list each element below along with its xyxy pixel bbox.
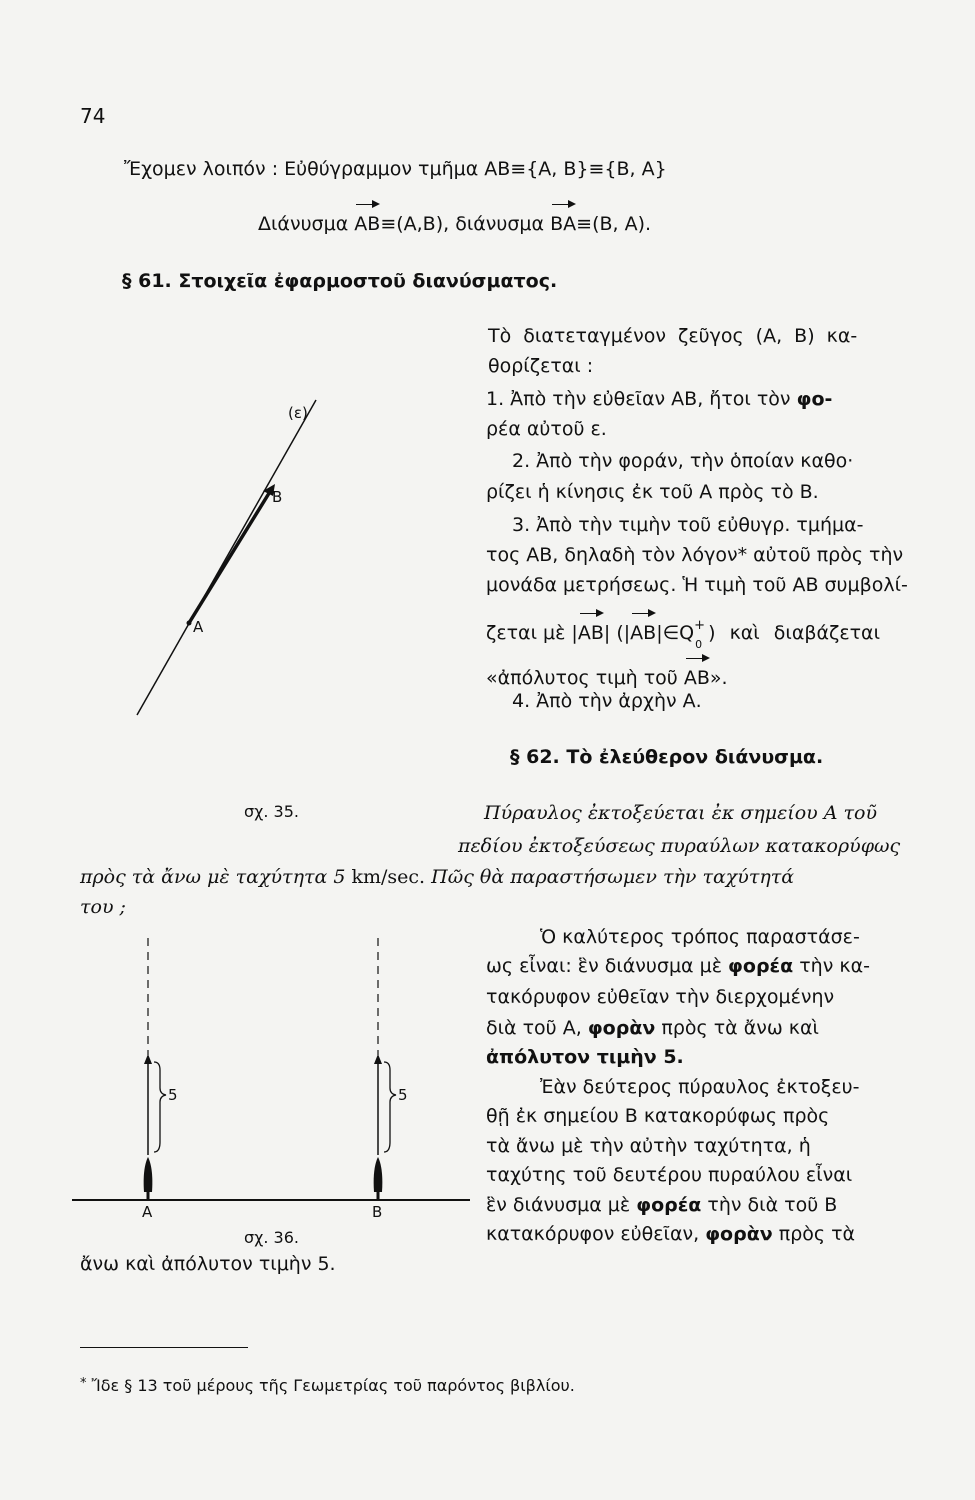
intro-line-2-b: ≡(Α,Β), διάνυσμα [380, 213, 545, 235]
s62-p2-line-5-tail: τὴν διὰ τοῦ Β [707, 1194, 838, 1216]
vector-a-arrowhead [144, 1054, 152, 1064]
section-62-heading: § 62. Τὸ ἐλεύθερον διάνυσμα. [510, 746, 824, 768]
s61-apol-b: ». [709, 667, 728, 689]
intro-line-2 [258, 213, 651, 235]
s61-line-3-text: 1. Ἀπὸ τὴν εὐθεῖαν ΑΒ, ἤτοι τὸν [486, 388, 791, 410]
footnote [80, 1376, 575, 1395]
fig36-five-a: 5 [168, 1086, 178, 1104]
q-subscript: 0 [695, 638, 703, 651]
s62-p2-bold-foran: φορὰν [705, 1223, 773, 1245]
s62-p1-line-2-text: ως εἶναι: ἓν διάνυσμα μὲ [486, 955, 722, 977]
page-number: 74 [80, 104, 106, 128]
s62-p2-line-6-tail: πρὸς τὰ [778, 1223, 856, 1245]
s61-line-6: ρίζει ἡ κίνησις ἐκ τοῦ Α πρὸς τὸ Β. [486, 481, 819, 503]
vector-ba: ΒΑ [550, 213, 577, 235]
s61-line-4: ρέα αὐτοῦ ε. [486, 418, 607, 440]
s61-zetai-a: ζεται μὲ | [486, 622, 578, 644]
figure-35 [120, 390, 330, 730]
footnote-text: Ἴδε § 13 τοῦ μέρους τῆς Γεωμετρίας τοῦ παρόντος βιβλίου. [91, 1376, 575, 1395]
s61-vec-ab-3: ΑΒ [683, 667, 710, 689]
s61-line-5: 2. Ἀπὸ τὴν φοράν, τὴν ὁποίαν καθο· [512, 450, 854, 472]
fig36-label-b: Β [372, 1203, 383, 1221]
s61-line-3 [486, 388, 832, 410]
fig36-five-b: 5 [398, 1086, 408, 1104]
s62-p1-line-1: Ὁ καλύτερος τρόπος παραστάσε- [540, 926, 860, 948]
fig35-label-e: (ε) [288, 404, 308, 422]
fig35-label-a: Α [193, 618, 204, 636]
vector-ab-segment [189, 490, 271, 623]
fig35-caption: σχ. 35. [244, 802, 299, 821]
figure-36 [60, 930, 480, 1220]
s62-p2-line-4: ταχύτης τοῦ δευτέρου πυραύλου εἶναι [486, 1164, 853, 1186]
last-line: ἄνω καὶ ἀπόλυτον τιμὴν 5. [80, 1253, 336, 1275]
s62-p1-line-2 [486, 955, 870, 977]
s62-p2-line-2: θῇ ἐκ σημείου Β κατακορύφως πρὸς [486, 1105, 830, 1127]
vector-ab: ΑΒ [354, 213, 381, 235]
s61-line-apol [486, 667, 728, 689]
s61-item-4: 4. Ἀπὸ τὴν ἀρχὴν Α. [512, 690, 702, 712]
rocket-b [374, 1157, 383, 1192]
intro-line-1: Ἔχομεν λοιπόν : Εὐθύγραμμον τμῆμα ΑΒ≡{Α, Β}≡{Β, Α} [124, 158, 667, 180]
s62-unit: km/sec. [351, 866, 426, 888]
s62-p2-line-6 [486, 1223, 855, 1245]
rocket-a [144, 1157, 153, 1192]
s62-p1-bold-foran: φορὰν [587, 1017, 656, 1039]
fig36-label-a: Α [142, 1203, 153, 1221]
line-e [137, 400, 316, 715]
s61-zetai-c: |∈Q [656, 622, 695, 644]
s61-line-8: τος ΑΒ, δηλαδὴ τὸν λόγον* αὐτοῦ πρὸς τὴν [486, 544, 904, 566]
footnote-separator [80, 1347, 248, 1348]
s61-zetai-d: ) καὶ διαβάζεται [708, 622, 880, 644]
section-61-heading: § 61. Στοιχεῖα ἐφαρμοστοῦ διανύσματος. [122, 270, 558, 292]
brace-b [384, 1062, 396, 1152]
s62-p2-line-5 [486, 1194, 837, 1216]
s62-italic-3a: πρὸς τὰ ἄνω μὲ ταχύτητα 5 [80, 866, 346, 888]
s61-line-9: μονάδα μετρήσεως. Ἡ τιμὴ τοῦ ΑΒ συμβολί- [486, 574, 908, 596]
s61-line-2: θορίζεται : [488, 355, 594, 377]
s61-apol-a: «ἀπόλυτος τιμὴ τοῦ [486, 667, 678, 689]
s61-line-1: Τὸ διατεταγμένον ζεῦγος (Α, Β) κα- [488, 325, 858, 347]
s62-p1-line-4-text: διὰ τοῦ Α, [486, 1017, 582, 1039]
s62-p2-line-5-text: ἓν διάνυσμα μὲ [486, 1194, 631, 1216]
s61-line-zetai [486, 618, 880, 651]
point-a-dot [187, 621, 192, 626]
vector-b-arrowhead [374, 1054, 382, 1064]
fig36-caption: σχ. 36. [244, 1228, 299, 1247]
q-superscript: + [694, 618, 706, 633]
s62-italic-4: του ; [80, 896, 126, 918]
s62-italic-1: Πύραυλος ἐκτοξεύεται ἐκ σημείου Α τοῦ [484, 802, 878, 824]
intro-line-2-a: Διάνυσμα [258, 213, 349, 235]
s62-p2-line-1: Ἐὰν δεύτερος πύραυλος ἐκτοξευ- [540, 1076, 860, 1098]
s62-p1-line-5: ἀπόλυτον τιμὴν 5. [486, 1046, 684, 1068]
s61-zetai-b: | (| [603, 622, 631, 644]
s61-line-7: 3. Ἀπὸ τὴν τιμὴν τοῦ εὐθυγρ. τμήμα- [512, 514, 864, 536]
s61-vec-ab-1: ΑΒ [577, 622, 604, 644]
s62-italic-3c: Πῶς θὰ παραστήσωμεν τὴν ταχύτητά [431, 866, 795, 888]
s62-p2-line-3: τὰ ἄνω μὲ τὴν αὐτὴν ταχύτητα, ἡ [486, 1135, 811, 1157]
footnote-marker: * [80, 1376, 87, 1391]
fig35-label-b: Β [272, 488, 283, 506]
s61-bold-fo: φο- [796, 388, 833, 410]
s62-italic-2: πεδίου ἐκτοξεύσεως πυραύλων κατακορύφως [458, 835, 901, 857]
s62-p1-bold-forea: φορέα [728, 955, 794, 977]
intro-line-2-c: ≡(Β, Α). [576, 213, 652, 235]
s62-p1-tail-2: πρὸς τὰ ἄνω καὶ [661, 1017, 819, 1039]
s62-p2-bold-forea: φορέα [636, 1194, 702, 1216]
s62-italic-3 [80, 866, 794, 888]
s62-p1-line-3: τακόρυφον εὐθεῖαν τὴν διερχομένην [486, 986, 835, 1008]
s61-vec-ab-2: ΑΒ [630, 622, 657, 644]
s62-p2-line-6-text: κατακόρυφον εὐθεῖαν, [486, 1223, 700, 1245]
s62-p1-tail-1: τὴν κα- [799, 955, 870, 977]
brace-a [154, 1062, 166, 1152]
s62-p1-line-4 [486, 1017, 819, 1039]
